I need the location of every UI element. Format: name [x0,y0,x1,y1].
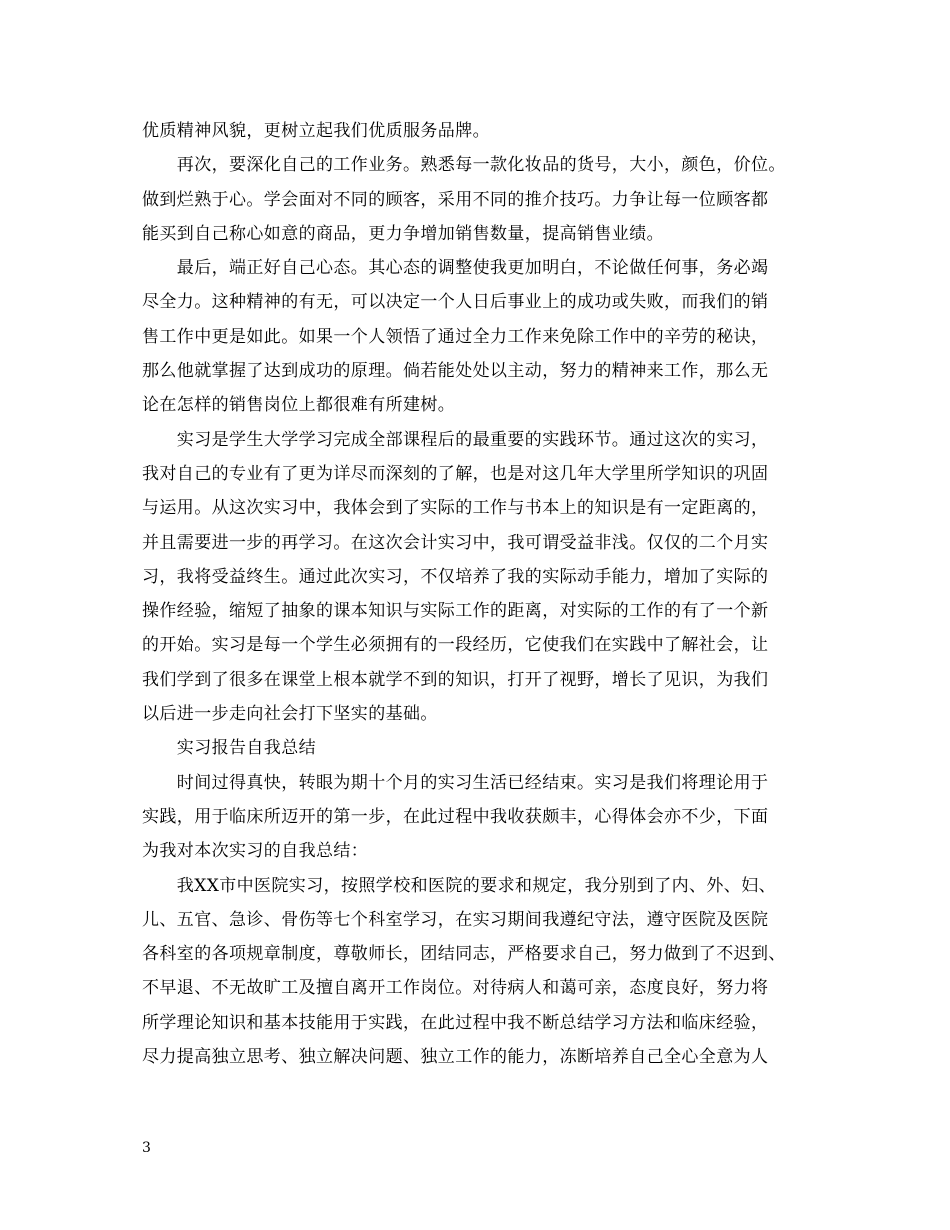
text-line: 最后，端正好自己心态。其心态的调整使我更加明白，不论做任何事，务必竭 [142,258,769,279]
text-line: 那么他就掌握了达到成功的原理。倘若能处处以主动，努力的精神来工作，那么无 [142,361,769,382]
text-line: 操作经验，缩短了抽象的课本知识与实际工作的距离，对实际的工作的有了一个新 [142,601,769,622]
text-line: 售工作中更是如此。如果一个人领悟了通过全力工作来免除工作中的辛劳的秘诀， [142,326,769,347]
text-line: 并且需要进一步的再学习。在这次会计实习中，我可谓受益非浅。仅仅的二个月实 [142,532,769,553]
text-line: 各科室的各项规章制度，尊敬师长，团结同志，严格要求自己，努力做到了不迟到、 [142,944,786,965]
text-line: 优质精神风貌，更树立起我们优质服务品牌。 [142,121,490,141]
text-line: 为我对本次实习的自我总结： [142,841,369,862]
text-line: 做到烂熟于心。学会面对不同的顾客，采用不同的推介技巧。力争让每一位顾客都 [142,189,769,210]
text-line: 与运用。从这次实习中，我体会到了实际的工作与书本上的知识是有一定距离的， [142,498,769,519]
text-line: 我对自己的专业有了更为详尽而深刻的了解，也是对这几年大学里所学知识的巩固 [142,463,769,484]
text-line: 我们学到了很多在课堂上根本就学不到的知识，打开了视野，增长了见识，为我们 [142,669,769,690]
text-line: 儿、五官、急诊、骨伤等七个科室学习，在实习期间我遵纪守法，遵守医院及医院 [142,909,769,930]
text-line: 尽力提高独立思考、独立解决问题、独立工作的能力，冻断培养自己全心全意为人 [142,1047,769,1068]
text-line: 的开始。实习是每一个学生必须拥有的一段经历，它使我们在实践中了解社会，让 [142,635,769,656]
text-line: 实践，用于临床所迈开的第一步，在此过程中我收获颇丰，心得体会亦不少，下面 [142,806,769,827]
text-line: 论在怎样的销售岗位上都很难有所建树。 [142,395,456,416]
text-line: 习，我将受益终生。通过此次实习，不仅培养了我的实际动手能力，增加了实际的 [142,566,769,587]
text-line: 再次，要深化自己的工作业务。熟悉每一款化妆品的货号，大小，颜色，价位。 [142,155,786,176]
text-line: 实习是学生大学学习完成全部课程后的最重要的实践环节。通过这次的实习， [142,429,769,450]
body-text [142,114,822,1074]
text-line: 时间过得真快，转眼为期十个月的实习生活已经结束。实习是我们将理论用于 [142,772,769,793]
text-line: 以后进一步走向社会打下坚实的基础。 [142,704,438,725]
text-line: 尽全力。这种精神的有无，可以决定一个人日后事业上的成功或失败，而我们的销 [142,292,769,313]
text-line: 我XX市中医院实习，按照学校和医院的要求和规定，我分别到了内、外、妇、 [142,875,777,896]
text-line: 所学理论知识和基本技能用于实践，在此过程中我不断总结学习方法和临床经验， [142,1012,769,1033]
text-line: 能买到自己称心如意的商品，更力争增加销售数量，提高销售业绩。 [142,223,664,244]
section-heading: 实习报告自我总结 [142,738,316,759]
page-number: 3 [142,1140,151,1156]
text-line: 不早退、不无故旷工及擅自离开工作岗位。对待病人和蔼可亲，态度良好，努力将 [142,978,769,999]
